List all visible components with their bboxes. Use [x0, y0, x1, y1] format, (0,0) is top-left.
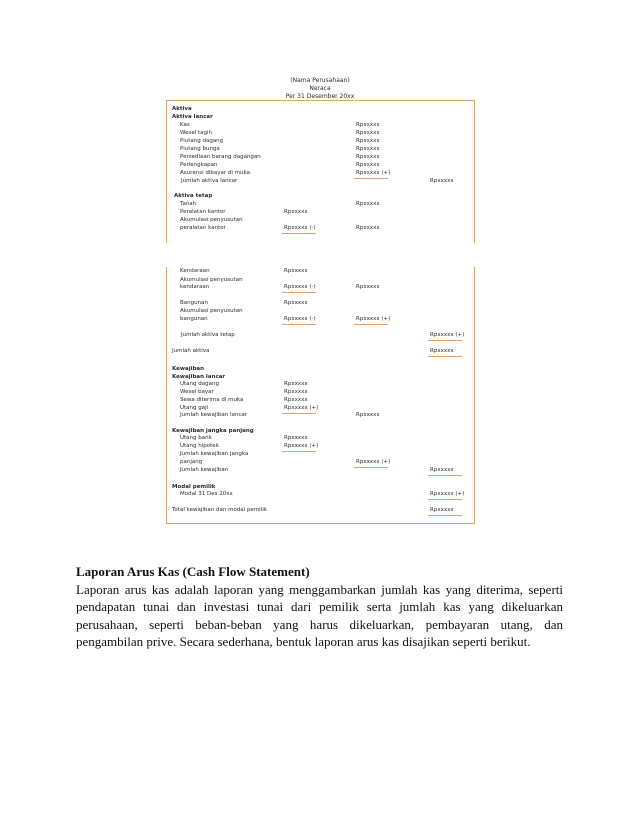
row-label-tanah: Tanah	[180, 201, 197, 207]
row-amount-a-peralatan-kantor-2: Rpxxxxx (-)	[284, 225, 316, 231]
row-amount-b-kendaraan-2: Rpxxxxx	[356, 284, 380, 290]
row-label-kewajiban-jangka-panjang: Kewajiban jangka panjang	[172, 428, 254, 434]
row-label-persediaan: Persediaan barang dagangan	[180, 154, 261, 160]
row-label-modal-31-des: Modal 31 Des 20xx	[180, 491, 233, 497]
row-label-piutang-dagang: Piutang dagang	[180, 138, 224, 144]
row-amount-a-bangunan-2: Rpxxxxx (-)	[284, 316, 316, 322]
row-label-kas: Kas	[180, 122, 190, 128]
row-label-akum-peny-kendaraan: Akumulasi penyusutan	[180, 277, 243, 283]
company-name: (Nama Perusahaan)	[290, 77, 350, 84]
sheet-date: Per 31 Desember 20xx	[285, 93, 355, 100]
row-label-jumlah-kewajiban: Jumlah kewajiban	[180, 467, 229, 473]
row-label-perlengkapan: Perlengkapan	[180, 162, 218, 168]
row-amount-a-sewa-diterima: Rpxxxxx	[284, 397, 308, 403]
row-label-wesel-bayar: Wesel bayar	[180, 389, 214, 395]
row-label-jumlah-kewajiban-jp: Jumlah kewajiban jangka	[180, 451, 249, 457]
row-label-jumlah-kewajiban-lancar: Jumlah kewajiban lancar	[180, 412, 248, 418]
total-rule-b-asuransi	[354, 178, 388, 179]
total-rule-a-utang-hipotek	[282, 451, 316, 452]
total-rule-b-panjang	[354, 467, 388, 468]
total-rule-a-peralatan-kantor-2	[282, 233, 316, 234]
row-amount-b-piutang-bunga: Rpxxxxx	[356, 146, 380, 152]
balance-sheet-header	[200, 77, 440, 101]
total-rule-a-kendaraan-2	[282, 292, 316, 293]
row-amount-b-jumlah-kewajiban-lancar: Rpxxxxx	[356, 412, 380, 418]
row-label-utang-bank: Utang bank	[180, 435, 212, 441]
row-label-jumlah-aktiva-lancar: Jumlah aktiva lancar	[181, 178, 238, 184]
row-label-panjang: panjang	[180, 459, 203, 465]
row-amount-b-kas: Rpxxxxx	[356, 122, 380, 128]
row-amount-a-utang-gaji: Rpxxxxx (+)	[284, 405, 319, 411]
total-rule-c-jumlah-aktiva	[428, 356, 462, 357]
row-amount-b-piutang-dagang: Rpxxxxx	[356, 138, 380, 144]
row-label-total: Total kewajiban dan modal pemilik	[172, 507, 267, 513]
total-rule-c-modal-31-des	[428, 499, 462, 500]
row-label-utang-hipotek: Utang hipotek	[180, 443, 219, 449]
row-amount-c-jumlah-kewajiban: Rpxxxxx	[430, 467, 454, 473]
row-amount-a-utang-bank: Rpxxxxx	[284, 435, 308, 441]
row-label-asuransi: Asuransi dibayar di muka	[180, 170, 250, 176]
row-amount-a-utang-dagang: Rpxxxxx	[284, 381, 308, 387]
total-rule-c-jumlah-kewajiban	[428, 475, 462, 476]
row-label-wesel-tagih: Wesel tagih	[180, 130, 213, 136]
row-amount-c-modal-31-des: Rpxxxxx (+)	[430, 491, 465, 497]
row-amount-b-peralatan-kantor-2: Rpxxxxx	[356, 225, 380, 231]
row-label-jumlah-aktiva: Jumlah aktiva	[172, 348, 210, 354]
row-label-piutang-bunga: Piutang bunga	[180, 146, 220, 152]
row-amount-b-perlengkapan: Rpxxxxx	[356, 162, 380, 168]
row-label-modal-pemilik: Modal pemilik	[172, 484, 216, 490]
row-label-aktiva-tetap: Aktiva tetap	[174, 193, 213, 199]
row-label-peralatan-kantor-2: peralatan kantor	[180, 225, 226, 231]
row-label-aktiva-lancar: Aktiva lancar	[172, 114, 213, 120]
row-label-jumlah-aktiva-tetap: Jumlah aktiva tetap	[181, 332, 235, 338]
row-amount-b-tanah: Rpxxxxx	[356, 201, 380, 207]
row-amount-b-panjang: Rpxxxxx (+)	[356, 459, 391, 465]
row-label-kewajiban-lancar: Kewajiban lancar	[172, 374, 226, 380]
row-amount-c-total: Rpxxxxx	[430, 507, 454, 513]
row-amount-c-jumlah-aktiva-tetap: Rpxxxxx (+)	[430, 332, 465, 338]
row-label-bangunan: Bangunan	[180, 300, 208, 306]
row-label-utang-gaji: Utang gaji	[180, 405, 209, 411]
row-label-kewajiban: Kewajiban	[172, 366, 205, 372]
cash-flow-section	[76, 563, 563, 651]
row-amount-a-kendaraan-2: Rpxxxxx (-)	[284, 284, 316, 290]
row-label-peralatan-kantor: Peralatan kantor	[180, 209, 226, 215]
total-rule-b-bangunan-2	[354, 324, 388, 325]
row-amount-a-bangunan: Rpxxxxx	[284, 300, 308, 306]
row-label-kendaraan: Kendaraan	[180, 268, 210, 274]
row-label-akum-peny-peralatan: Akumulasi penyusutan	[180, 217, 243, 223]
row-amount-b-persediaan: Rpxxxxx	[356, 154, 380, 160]
total-rule-c-jumlah-aktiva-tetap	[428, 340, 462, 341]
total-rule-c-total	[428, 515, 462, 516]
section-body: Laporan arus kas adalah laporan yang menggambarkan jumlah kas yang diterima, seperti pendapatan tunai dan investasi tunai dari pemilik serta jumlah kas yang dikeluarkan perusahaan, seperti beban-beban yang harus dikeluarkan, pembayaran utang, dan pengambilan prive. Secara sederhana, bentuk laporan arus kas disajikan seperti berikut.	[76, 581, 563, 650]
total-rule-a-utang-gaji	[282, 413, 316, 414]
row-amount-a-peralatan-kantor: Rpxxxxx	[284, 209, 308, 215]
row-amount-a-utang-hipotek: Rpxxxxx (+)	[284, 443, 319, 449]
row-amount-b-asuransi: Rpxxxxx (+)	[356, 170, 391, 176]
section-heading: Laporan Arus Kas (Cash Flow Statement)	[76, 564, 310, 579]
row-label-sewa-diterima: Sewa diterima di muka	[180, 397, 244, 403]
row-label-aktiva: Aktiva	[172, 106, 192, 112]
sheet-title: Neraca	[309, 85, 331, 92]
row-label-utang-dagang: Utang dagang	[180, 381, 219, 387]
row-amount-a-wesel-bayar: Rpxxxxx	[284, 389, 308, 395]
row-label-akum-peny-bangunan: Akumulasi penyusutan	[180, 308, 243, 314]
row-amount-b-wesel-tagih: Rpxxxxx	[356, 130, 380, 136]
row-label-kendaraan-2: kendaraan	[180, 284, 210, 290]
total-rule-a-bangunan-2	[282, 324, 316, 325]
row-amount-a-kendaraan: Rpxxxxx	[284, 268, 308, 274]
row-amount-c-jumlah-aktiva-lancar: Rpxxxxx	[430, 178, 454, 184]
row-amount-b-bangunan-2: Rpxxxxx (+)	[356, 316, 391, 322]
row-label-bangunan-2: bangunan	[180, 316, 208, 322]
row-amount-c-jumlah-aktiva: Rpxxxxx	[430, 348, 454, 354]
